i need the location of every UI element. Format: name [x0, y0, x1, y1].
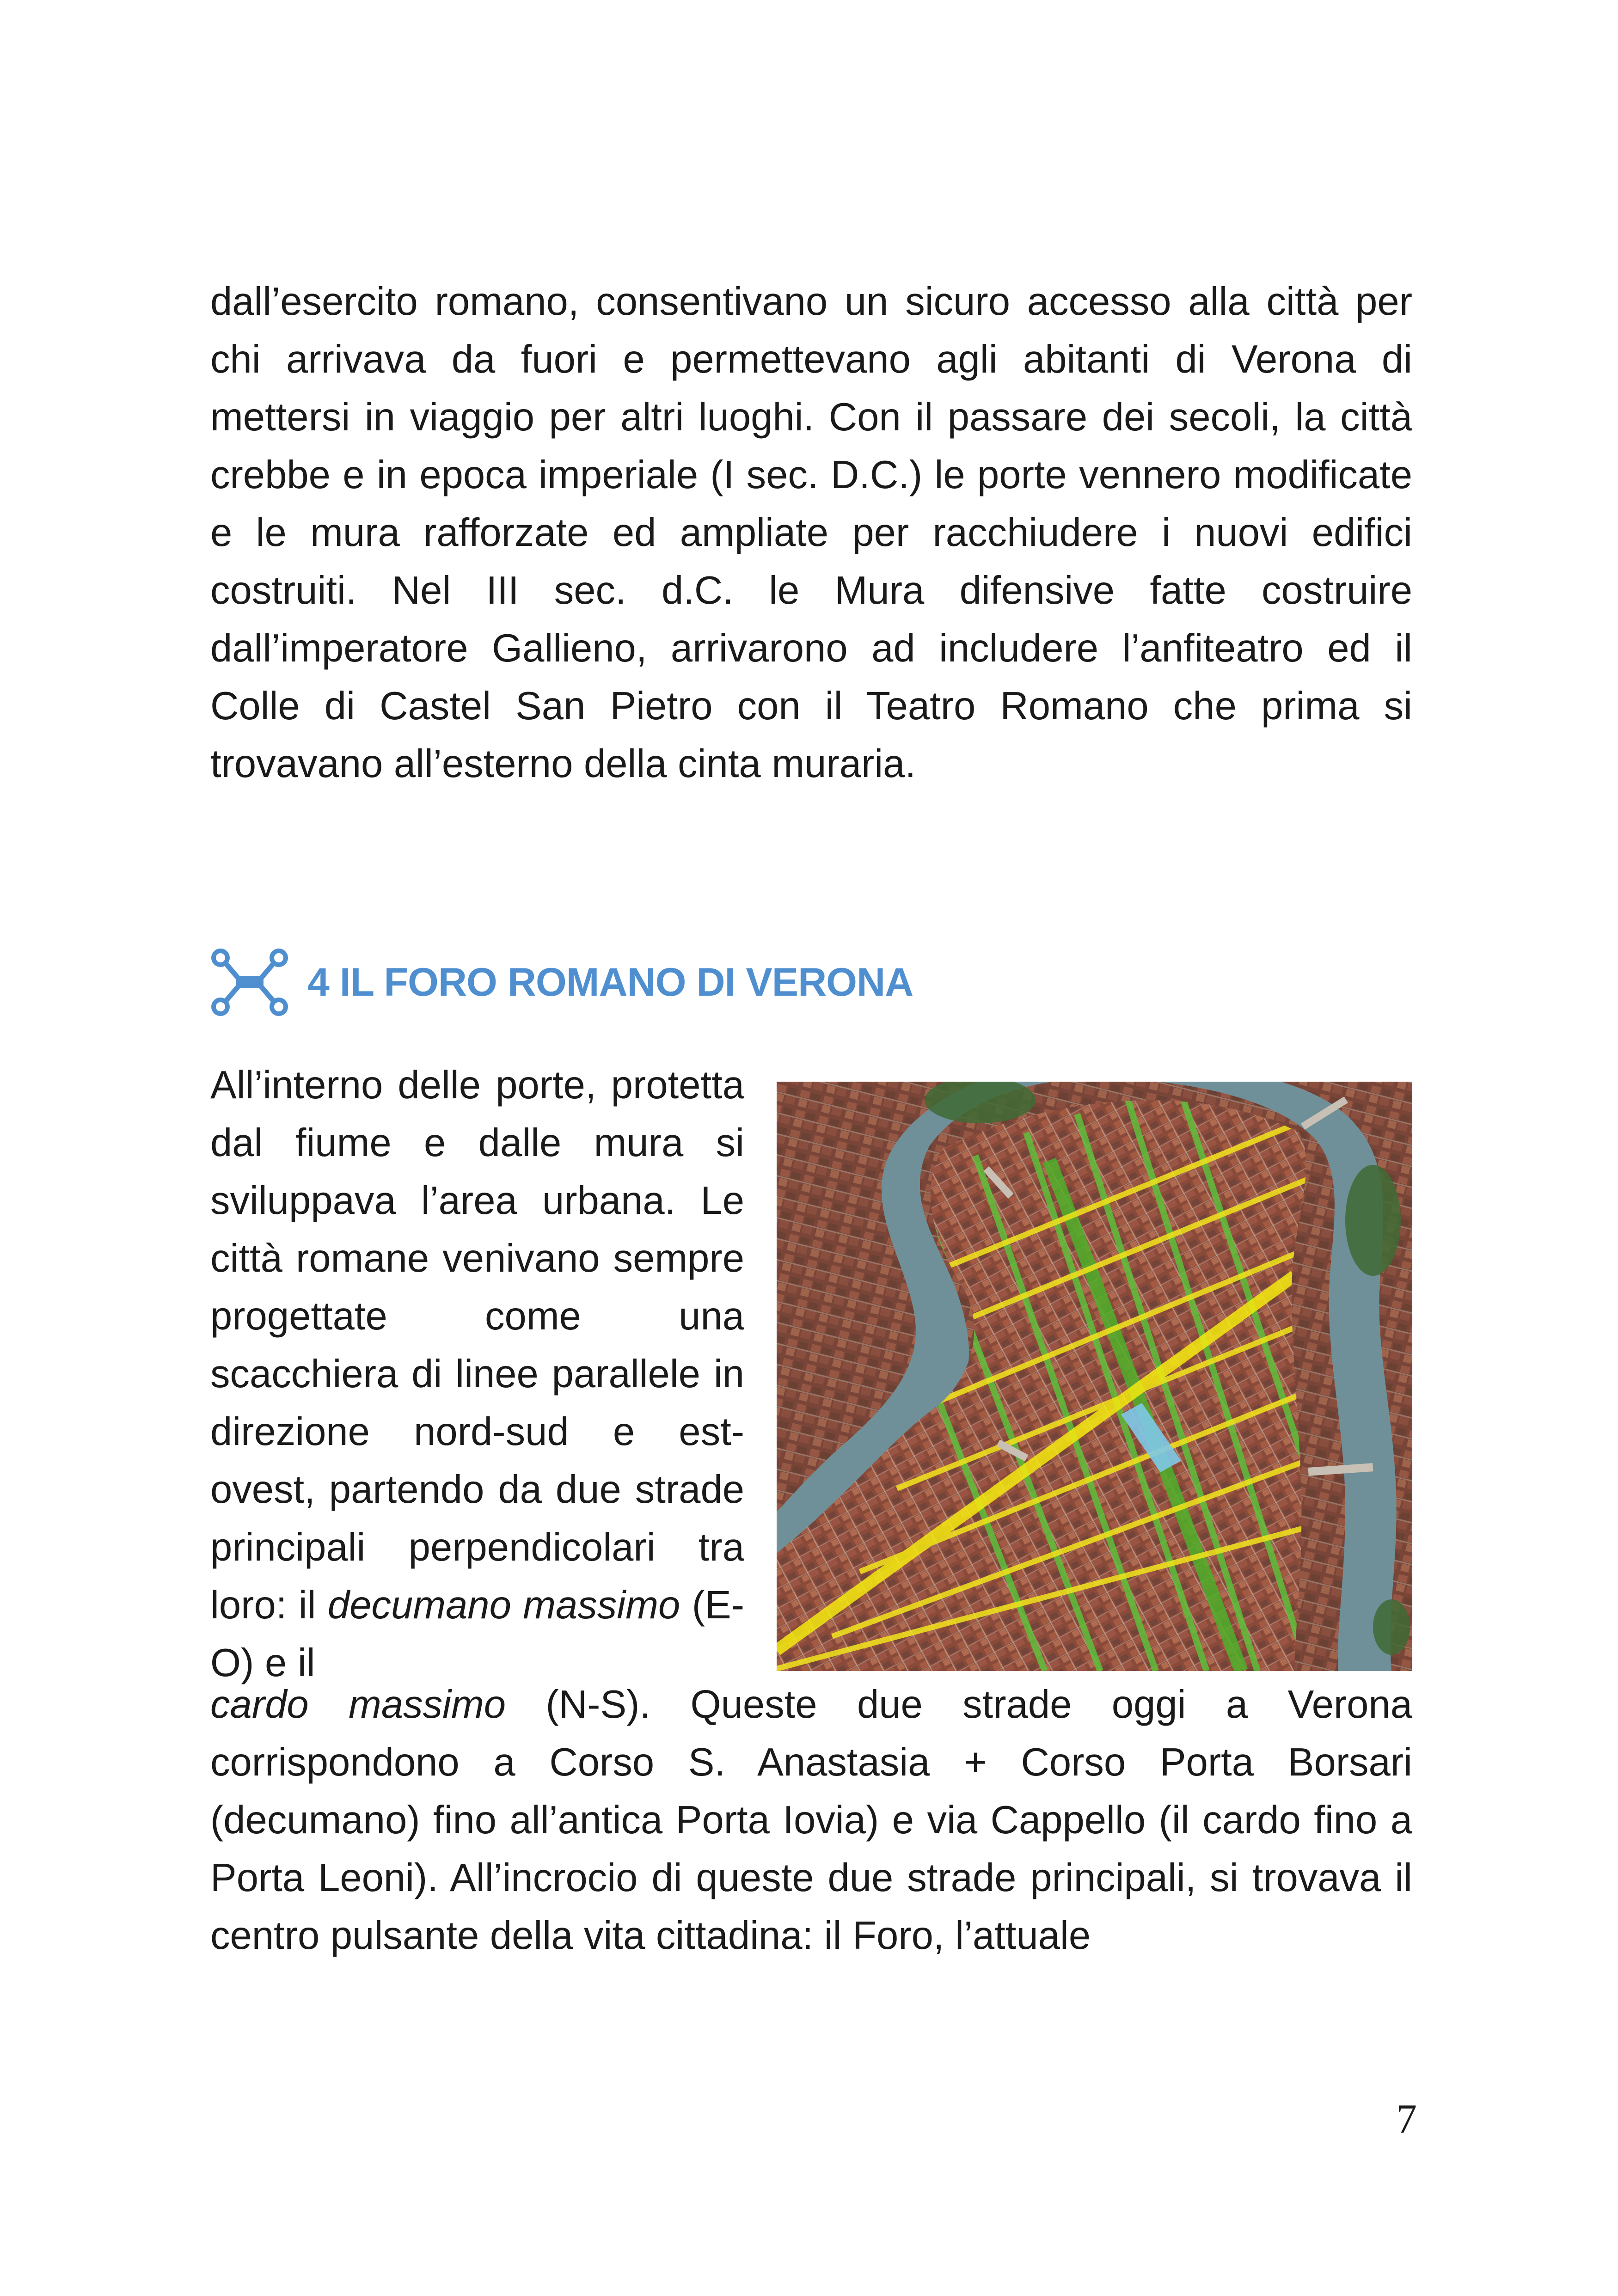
- term-decumano-massimo: decumano massimo: [327, 1583, 680, 1627]
- section-title: 4 IL FORO ROMANO DI VERONA: [307, 960, 913, 1004]
- aerial-map-image: [777, 1082, 1412, 1671]
- paragraph-beside-map: [210, 1056, 744, 1692]
- page-number: 7: [1396, 2096, 1417, 2142]
- paragraph-text-end: (E-O) e il: [210, 1583, 744, 1685]
- term-cardo-massimo: cardo massimo: [210, 1683, 506, 1727]
- paragraph-intro: dall’esercito romano, consentivano un sicuro accesso alla città per chi arrivava da fuori e permettevano agli abitanti di Verona di mettersi in viaggio per altri luoghi. Con il passare dei secoli, la città crebbe e in epoca imperiale (I sec. D.C.) le porte vennero modificate e le mura rafforzate ed ampliate per racchiudere i nuovi edifici costruiti. Nel III sec. d.C. le Mura difensive fatte costruire dall’imperatore Gallieno, arrivarono ad includere l’anfiteatro ed il Colle di Castel San Pietro con il Teatro Romano che prima si trovavano all’esterno della cinta muraria.: [210, 280, 1412, 786]
- paragraph-continuation: [210, 1676, 1412, 1965]
- paragraph-text: (N-S). Queste due strade oggi a Verona corrispondono a Corso S. Anastasia + Corso Porta Borsari (decumano) fino all’antica Porta Iovia) e via Cappello (il cardo fino a Porta Leoni). All’incrocio di queste due strade principali, si trovava il centro pulsante della vita cittadina: il Foro, l’attuale: [210, 1683, 1412, 1958]
- network-nodes-icon: [210, 948, 289, 1017]
- paragraph-text: All’interno delle porte, protetta dal fiume e dalle mura si sviluppava l’area urbana. Le città romane venivano sempre progettate come una scacchiera di linee parallele in direzione nord-sud e est-ovest, partendo da due strade principali perpendicolari tra loro: il: [210, 1063, 744, 1627]
- section-heading: [210, 943, 1412, 1022]
